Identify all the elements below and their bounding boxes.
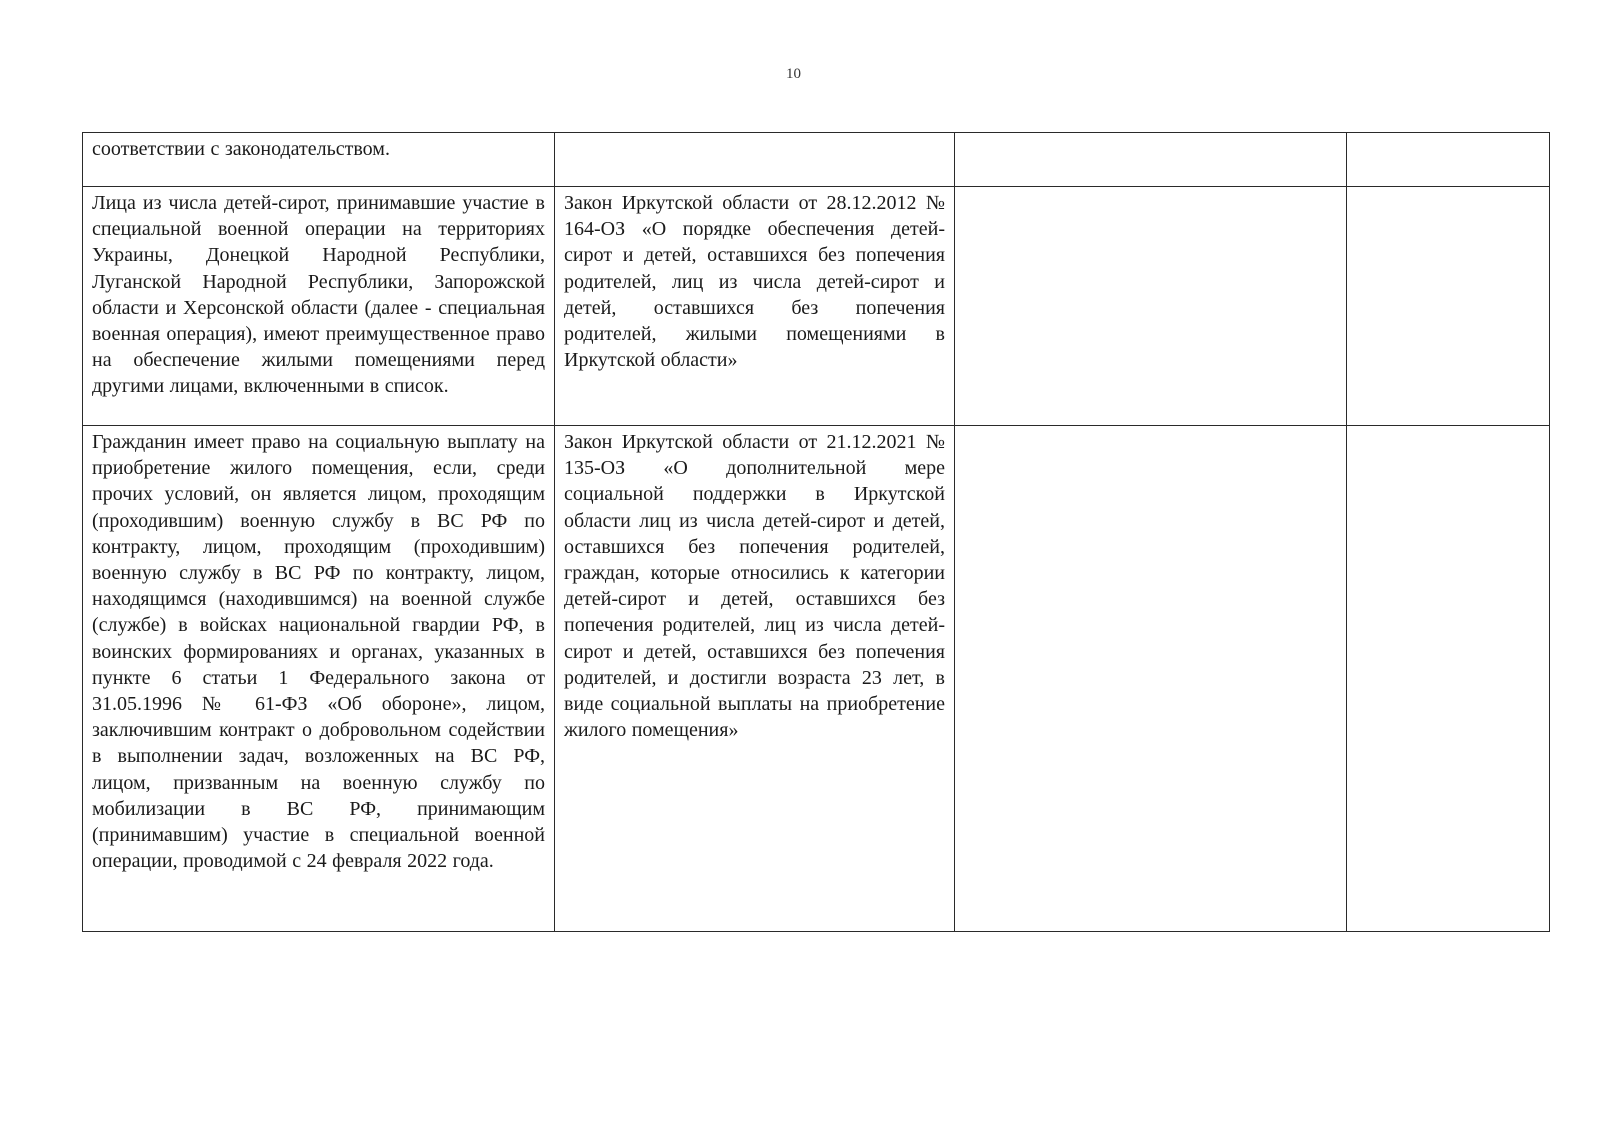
measure-cell: Гражданин имеет право на социальную выплату на приобретение жилого помещения, если, среди прочих условий, он является лицом, проходящим (проходившим) военную службу в ВС РФ по контракту, лицом, проходящим (проходившим) военную службу в ВС РФ по контракту, лицом, находящимся (находившимся) на военной службе (службе) в войсках национальной гвардии РФ, в воинских формированиях и органах, указанных в пункте 6 статьи 1 Федерального закона от 31.05.1996 № 61-ФЗ «Об обороне», лицом, заключившим контракт о добровольном содействии в выполнении задач, возложенных на ВС РФ, лицом, призванным на военную службу по мобилизации в ВС РФ, принимающим (принимавшим) участие в специальной военной операции, проводимой с 24 февраля 2022 года. (83, 426, 555, 932)
empty-cell (1347, 187, 1550, 426)
table-row (83, 187, 1550, 426)
table-row (83, 133, 1550, 187)
legal-basis-cell: Закон Иркутской области от 28.12.2012 № 164-ОЗ «О порядке обеспечения детей-сирот и детей, оставшихся без попечения родителей, лиц из числа детей-сирот и детей, оставшихся без попечения родителей, жилыми помещениями в Иркутской области» (555, 187, 955, 426)
empty-cell (955, 426, 1347, 932)
legal-basis-cell (555, 133, 955, 187)
empty-cell (955, 187, 1347, 426)
page-number: 10 (786, 66, 801, 82)
empty-cell (955, 133, 1347, 187)
legal-basis-cell: Закон Иркутской области от 21.12.2021 № 135-ОЗ «О дополнительной мере социальной поддержки в Иркутской области лиц из числа детей-сирот и детей, оставшихся без попечения родителей, граждан, которые относились к категории детей-сирот и детей, оставшихся без попечения родителей, лиц из числа детей-сирот и детей, оставшихся без попечения родителей, и достигли возраста 23 лет, в виде социальной выплаты на приобретение жилого помещения» (555, 426, 955, 932)
document-table (82, 132, 1550, 932)
empty-cell (1347, 426, 1550, 932)
table-row (83, 426, 1550, 932)
measure-cell: соответствии с законодательством. (83, 133, 555, 187)
empty-cell (1347, 133, 1550, 187)
measure-cell: Лица из числа детей-сирот, принимавшие участие в специальной военной операции на территориях Украины, Донецкой Народной Республики, Луганской Народной Республики, Запорожской области и Херсонской области (далее - специальная военная операция), имеют преимущественное право на обеспечение жилыми помещениями перед другими лицами, включенными в список. (83, 187, 555, 426)
